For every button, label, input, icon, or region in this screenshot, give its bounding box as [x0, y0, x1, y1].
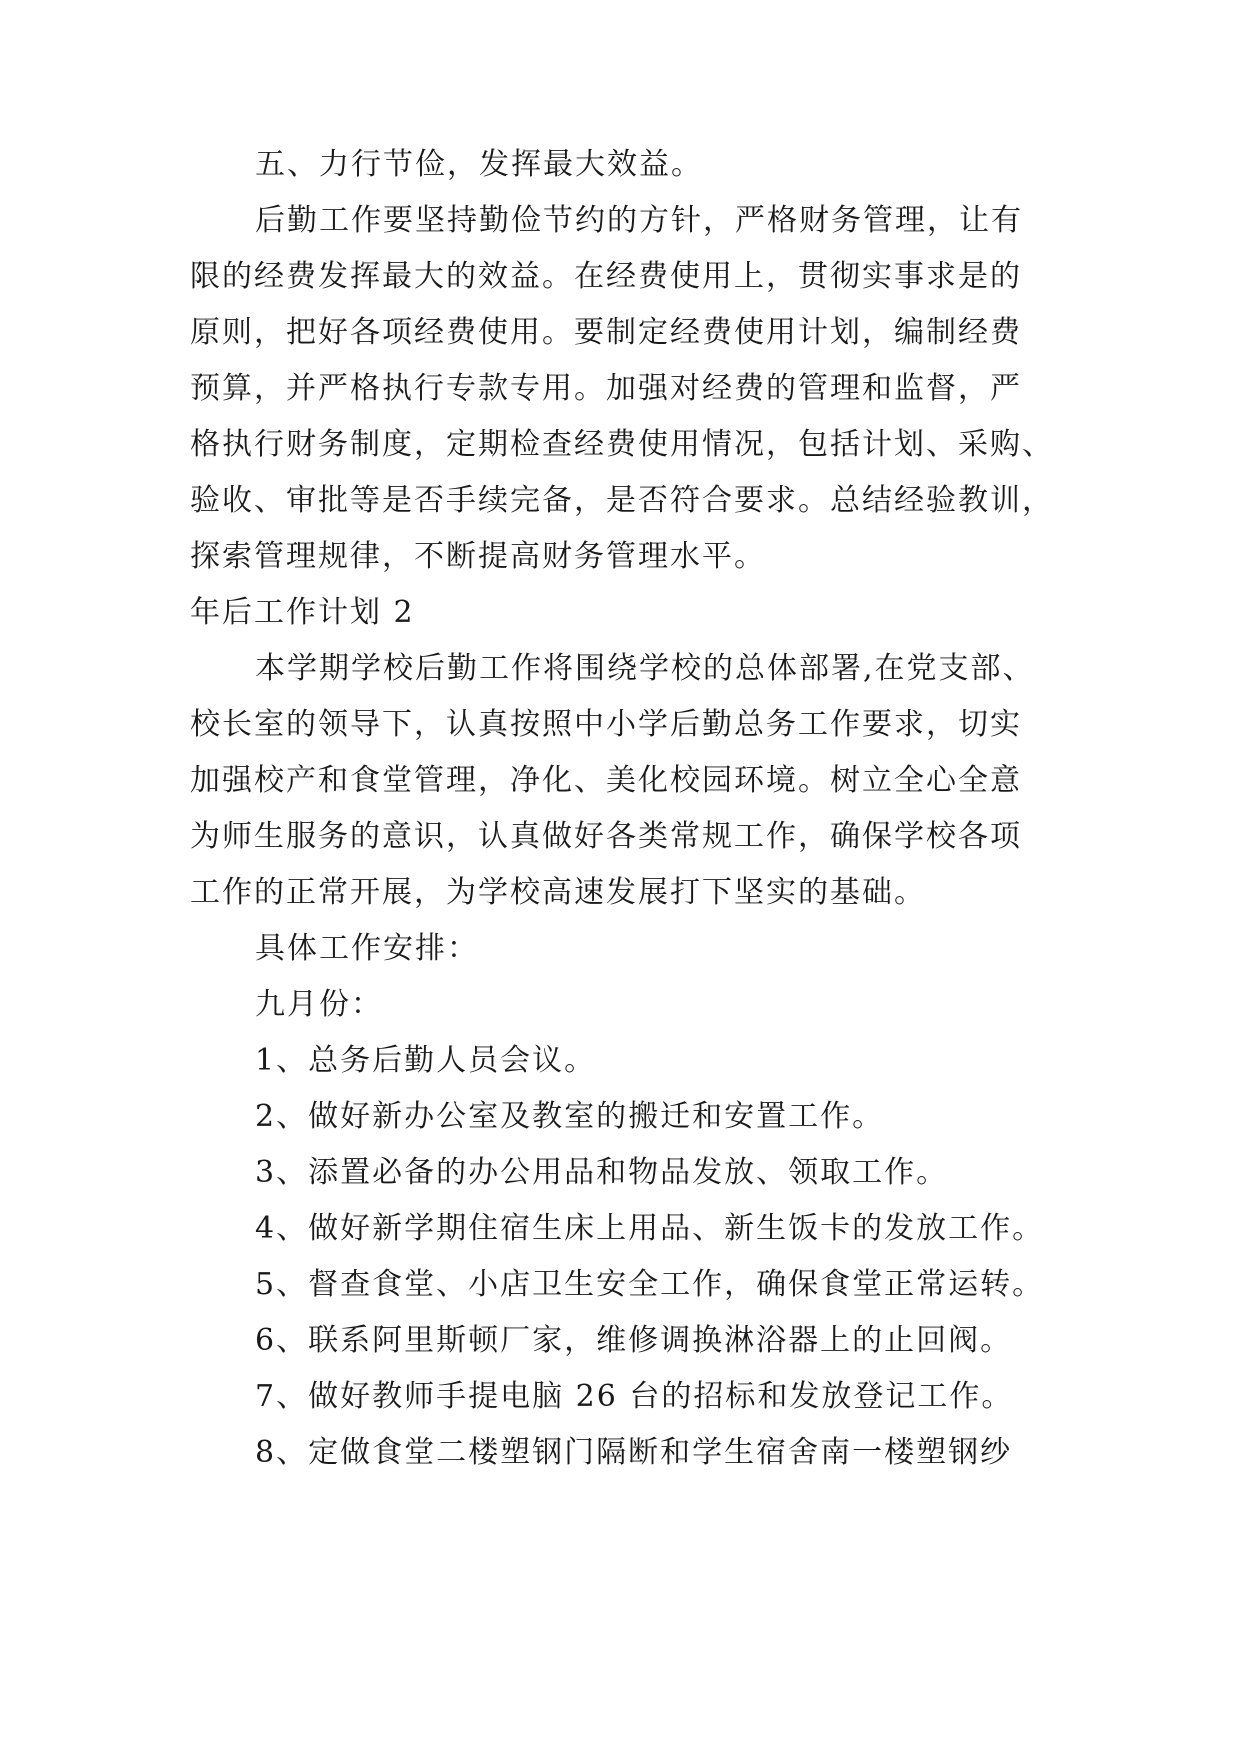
section-five-heading: 五、力行节俭，发挥最大效益。 — [255, 147, 703, 182]
paragraph-line: 格执行财务制度，定期检查经费使用情况，包括计划、采购、 — [190, 427, 1054, 462]
list-item: 8、定做食堂二楼塑钢门隔断和学生宿舍南一楼塑钢纱 — [255, 1435, 1013, 1470]
paragraph-line: 验收、审批等是否手续完备，是否符合要求。总结经验教训， — [190, 483, 1054, 518]
list-item: 4、做好新学期住宿生床上用品、新生饭卡的发放工作。 — [255, 1211, 1045, 1246]
paragraph-line: 工作的正常开展，为学校高速发展打下坚实的基础。 — [190, 875, 926, 910]
paragraph-line: 原则，把好各项经费使用。要制定经费使用计划，编制经费 — [190, 315, 1022, 350]
paragraph-line: 预算，并严格执行专款专用。加强对经费的管理和监督，严 — [190, 371, 1022, 406]
arrangement-heading: 具体工作安排： — [255, 931, 479, 966]
list-item: 5、督查食堂、小店卫生安全工作，确保食堂正常运转。 — [255, 1267, 1045, 1302]
list-item: 3、添置必备的办公用品和物品发放、领取工作。 — [255, 1155, 949, 1190]
paragraph-line: 为师生服务的意识，认真做好各类常规工作，确保学校各项 — [190, 819, 1022, 854]
paragraph-line: 加强校产和食堂管理，净化、美化校园环境。树立全心全意 — [190, 763, 1022, 798]
list-item: 7、做好教师手提电脑 26 台的招标和发放登记工作。 — [255, 1379, 1014, 1414]
month-heading: 九月份： — [255, 987, 383, 1022]
paragraph-line: 本学期学校后勤工作将围绕学校的总体部署,在党支部、 — [255, 651, 1035, 686]
paragraph-line: 探索管理规律，不断提高财务管理水平。 — [190, 539, 766, 574]
list-item: 1、总务后勤人员会议。 — [255, 1043, 597, 1078]
paragraph-line: 校长室的领导下，认真按照中小学后勤总务工作要求，切实 — [190, 707, 1022, 742]
paragraph-line: 限的经费发挥最大的效益。在经费使用上，贯彻实事求是的 — [190, 259, 1022, 294]
list-item: 2、做好新办公室及教室的搬迁和安置工作。 — [255, 1099, 885, 1134]
paragraph-line: 后勤工作要坚持勤俭节约的方针，严格财务管理，让有 — [255, 203, 1023, 238]
list-item: 6、联系阿里斯顿厂家，维修调换淋浴器上的止回阀。 — [255, 1323, 1013, 1358]
plan-2-title: 年后工作计划 2 — [190, 595, 415, 630]
